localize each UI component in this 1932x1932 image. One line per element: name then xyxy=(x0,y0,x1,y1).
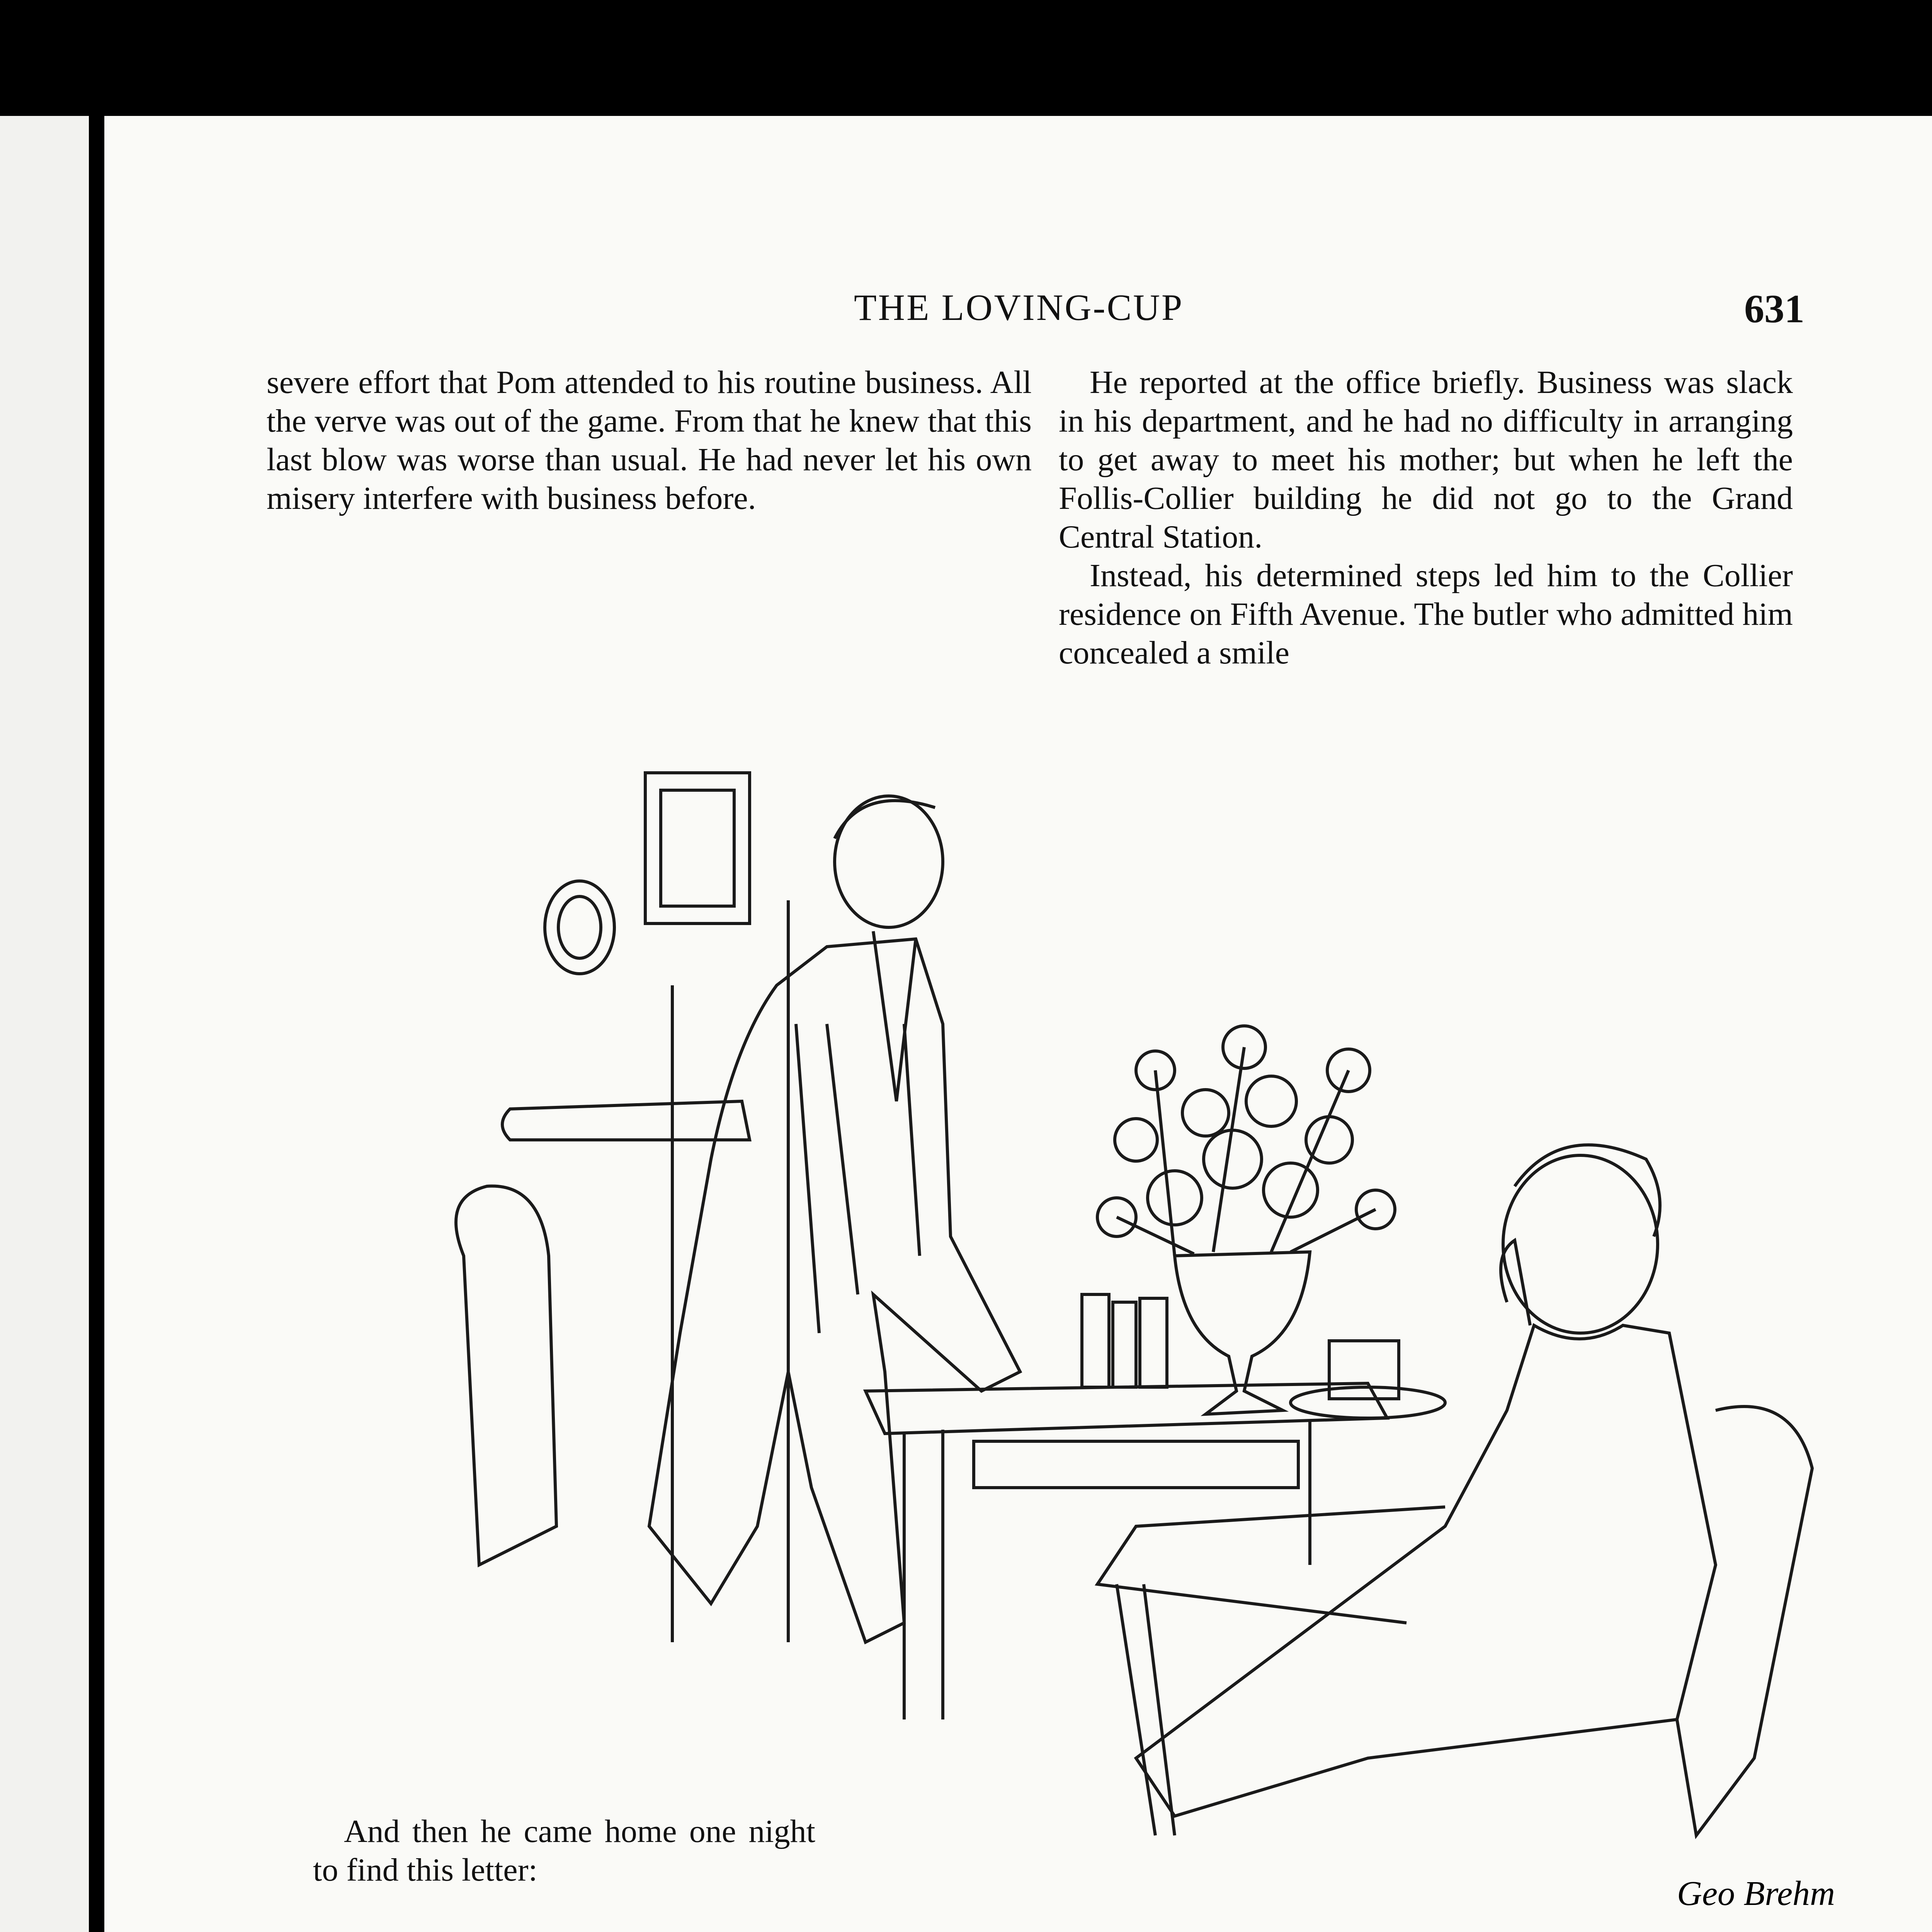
book-page xyxy=(104,116,1932,1932)
left-column-top xyxy=(267,363,1032,518)
paragraph: Instead, his determined steps led him to the Collier residence on Fifth Avenue. The butler who admitted him concealed a smile xyxy=(1059,558,1793,671)
seated-woman xyxy=(1097,1145,1716,1816)
roses-bouquet xyxy=(1097,1026,1395,1256)
page-number: 631 xyxy=(1744,287,1804,331)
books xyxy=(1082,1294,1109,1387)
paragraph: And then he came home one night to find this letter: xyxy=(313,1813,815,1888)
running-header xyxy=(104,286,1932,332)
running-title: THE LOVING-CUP xyxy=(854,287,1184,328)
facing-page-edge xyxy=(0,116,89,1932)
left-column-mid xyxy=(313,1812,815,1889)
loving-cup xyxy=(1175,1252,1310,1414)
paragraph: He reported at the office briefly. Business was slack in his department, and he had no difficulty in arranging to get away to meet his mother; but when he left the Follis-Collier building he did not go to the Grand Central Station. xyxy=(1059,364,1793,555)
paragraph: severe effort that Pom attended to his routine business. All the verve was out of the game. From that he knew that this last blow was worse than usual. He had never let his own misery interfere with business before. xyxy=(267,364,1032,516)
right-column-top xyxy=(1059,363,1793,672)
armchair xyxy=(502,1101,750,1140)
illustration-mother-and-son xyxy=(440,753,1866,1913)
inkstand xyxy=(1329,1341,1399,1399)
artist-signature: Geo Brehm xyxy=(1677,1874,1835,1913)
